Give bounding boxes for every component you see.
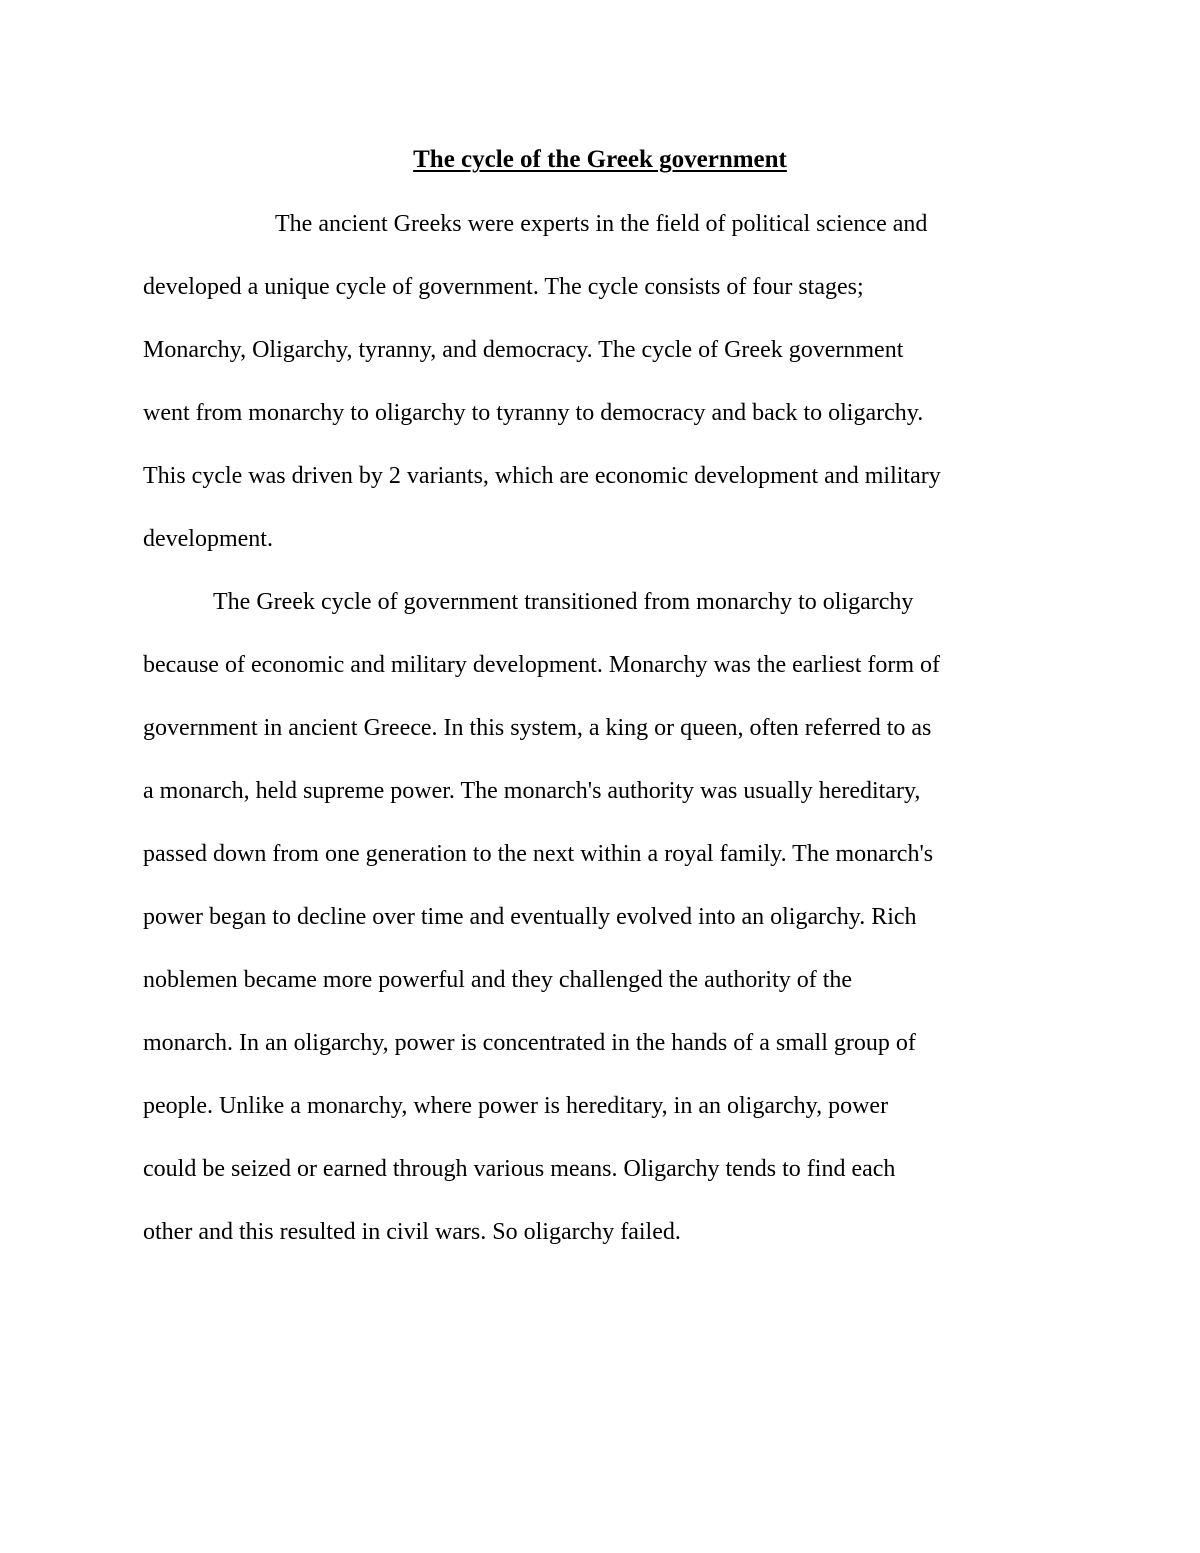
paragraph-line: development. <box>143 526 273 552</box>
paragraph-line: a monarch, held supreme power. The monarch's authority was usually hereditary, <box>143 778 921 804</box>
paragraph-line: because of economic and military development. Monarchy was the earliest form of <box>143 652 941 678</box>
paragraph-line: other and this resulted in civil wars. So oligarchy failed. <box>143 1219 681 1245</box>
paragraph-line: power began to decline over time and eventually evolved into an oligarchy. Rich <box>143 904 917 930</box>
paragraph-line: people. Unlike a monarchy, where power is hereditary, in an oligarchy, power <box>143 1093 889 1119</box>
paragraph-line: Monarchy, Oligarchy, tyranny, and democracy. The cycle of Greek government <box>143 337 904 363</box>
paragraph-line: passed down from one generation to the next within a royal family. The monarch's <box>143 841 934 867</box>
paragraph-line: government in ancient Greece. In this system, a king or queen, often referred to as <box>143 715 932 741</box>
document-title: The cycle of the Greek government <box>413 146 787 173</box>
paragraph-line: monarch. In an oligarchy, power is concentrated in the hands of a small group of <box>143 1030 916 1056</box>
paragraph-line: could be seized or earned through various means. Oligarchy tends to find each <box>143 1156 896 1182</box>
paragraph-line: developed a unique cycle of government. The cycle consists of four stages; <box>143 274 864 300</box>
paragraph-line: This cycle was driven by 2 variants, which are economic development and military <box>143 463 941 489</box>
paragraph-line: The Greek cycle of government transitioned from monarchy to oligarchy <box>213 589 914 615</box>
paragraph-line: The ancient Greeks were experts in the field of political science and <box>275 211 928 237</box>
paragraph-line: went from monarchy to oligarchy to tyranny to democracy and back to oligarchy. <box>143 400 924 426</box>
paragraph-line: noblemen became more powerful and they challenged the authority of the <box>143 967 853 993</box>
